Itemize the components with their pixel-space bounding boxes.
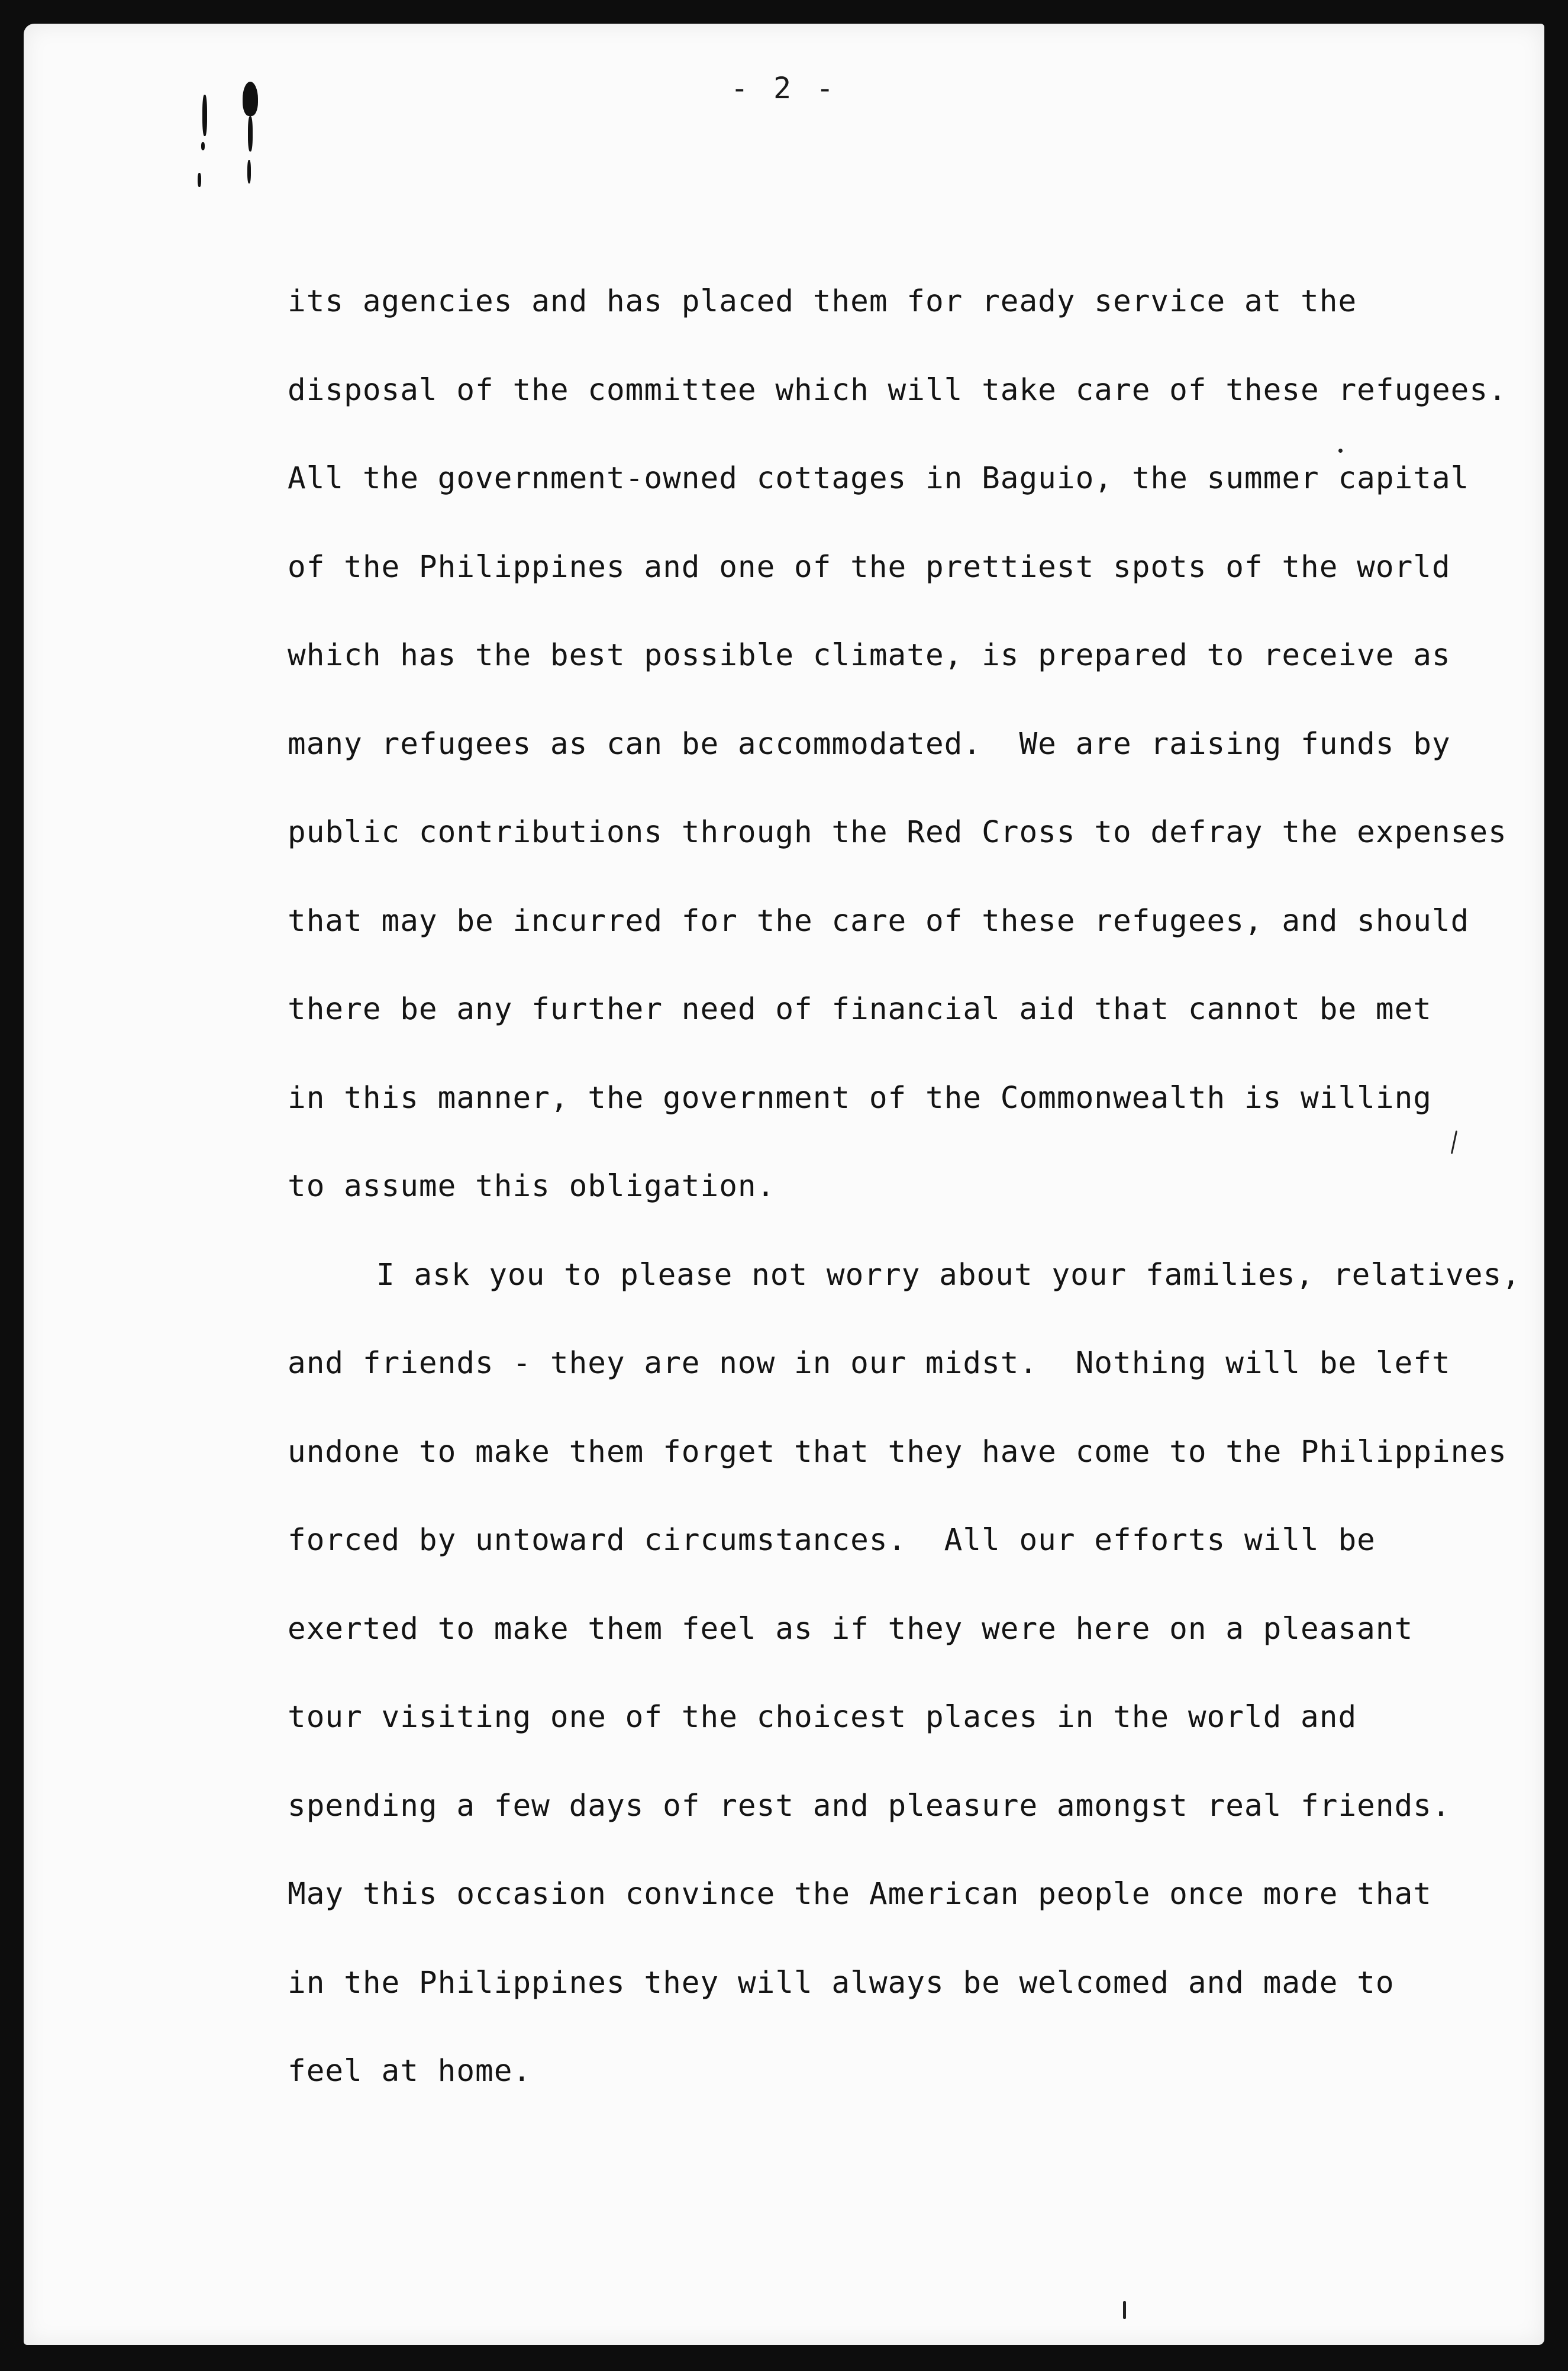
text-line: which has the best possible climate, is prepared to receive as [288, 638, 1451, 673]
scan-speck [1338, 449, 1343, 453]
text-line: disposal of the committee which will take care of these refugees. [288, 372, 1507, 408]
text-line: and friends - they are now in our midst. Nothing will be left [288, 1346, 1451, 1381]
scan-speck [1123, 2301, 1126, 2319]
text-line: public contributions through the Red Cross to defray the expenses [288, 815, 1507, 850]
text-line: in the Philippines they will always be welcomed and made to [288, 1965, 1395, 2000]
text-line: there be any further need of financial aid that cannot be met [288, 992, 1432, 1027]
text-line: tour visiting one of the choicest places in the world and [288, 1700, 1357, 1735]
ink-mark-left-dot [201, 142, 205, 150]
ink-mark-left-low [198, 173, 201, 187]
text-line: in this manner, the government of the Commonwealth is willing [288, 1080, 1432, 1116]
text-line: forced by untoward circumstances. All our efforts will be [288, 1523, 1376, 1558]
ink-mark-right-stem [248, 116, 253, 152]
text-line: of the Philippines and one of the prettiest spots of the world [288, 549, 1451, 585]
text-line: May this occasion convince the American people once more that [288, 1877, 1432, 1912]
ink-mark-right-dot [247, 160, 251, 183]
text-line: to assume this obligation. [288, 1169, 776, 1204]
text-line: many refugees as can be accommodated. We are raising funds by [288, 726, 1451, 762]
text-line: that may be incurred for the care of these refugees, and should [288, 903, 1470, 939]
text-line: spending a few days of rest and pleasure amongst real friends. [288, 1788, 1451, 1824]
paragraph-start-line: I ask you to please not worry about your families, relatives, [376, 1257, 1521, 1293]
page-number: - 2 - [730, 71, 838, 105]
text-line: its agencies and has placed them for ready service at the [288, 284, 1357, 319]
typewritten-body [288, 278, 1530, 2137]
text-line: feel at home. [288, 2054, 532, 2089]
text-line: All the government-owned cottages in Baguio, the summer capital [288, 461, 1470, 496]
text-line: undone to make them forget that they have come to the Philippines [288, 1434, 1507, 1470]
text-line: exerted to make them feel as if they were here on a pleasant [288, 1611, 1414, 1647]
